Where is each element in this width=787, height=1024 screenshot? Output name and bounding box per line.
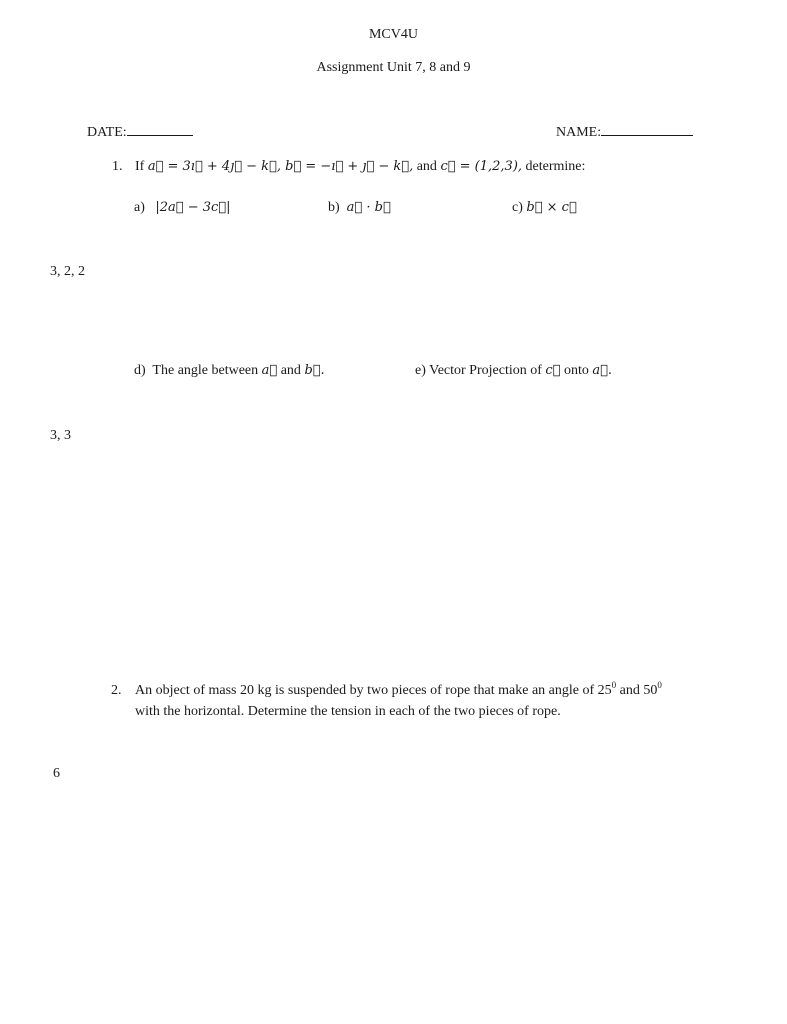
date-field[interactable] [87,123,193,141]
name-field[interactable] [556,123,693,141]
part-c-label: c) [512,200,523,215]
q1-stem-and: and [416,159,437,174]
part-d-text: The angle between [152,363,259,378]
part-b-label: b) [328,200,340,215]
marks-q2: 6 [53,766,60,781]
part-c-expr: b⃗ × c⃗ [526,200,577,215]
part-e [415,363,612,379]
part-b [328,200,391,216]
q2-degree-1: 0 [611,680,617,690]
question-2-line-2: with the horizontal. Determine the tension in each of the two pieces of rope. [135,704,561,719]
marks-abc: 3, 2, 2 [50,264,85,279]
date-label: DATE: [87,125,127,140]
part-d-label: d) [134,363,146,378]
part-e-a: a⃗. [592,363,613,378]
q2-line1-text: An object of mass 20 kg is suspended by two pieces of rope that make an angle of 25 [135,683,612,698]
question-2-number: 2. [111,683,122,698]
part-e-text: Vector Projection of [429,363,542,378]
q2-degree-2: 0 [657,680,662,690]
q1-stem-math: a⃗ = 3ı⃗ + 4ȷ⃗ − k⃗, b⃗ = −ı⃗ + ȷ⃗ − k⃗, [147,159,414,174]
question-1-stem [135,159,585,175]
part-e-c: c⃗ [545,363,561,378]
q2-line1-and: and 50 [619,683,658,698]
name-label: NAME: [556,125,602,140]
part-e-onto: onto [563,363,589,378]
part-a-label: a) [134,200,145,215]
part-d-a: a⃗ [261,363,278,378]
part-a [134,200,230,216]
date-blank[interactable] [127,123,193,136]
q1-stem-suffix: determine: [525,159,586,174]
q1-stem-c: c⃗ = (1,2,3), [440,159,523,174]
part-e-label: e) [415,363,426,378]
question-1-number: 1. [112,159,123,174]
part-c [512,200,577,216]
part-d-b: b⃗. [304,363,325,378]
part-b-expr: a⃗ · b⃗ [346,200,391,215]
part-d [134,363,325,379]
course-code: MCV4U [368,27,418,42]
question-2-line-1 [135,680,662,699]
q1-stem-prefix: If [135,159,145,174]
name-blank[interactable] [601,123,693,136]
part-d-and: and [280,363,301,378]
part-a-expr: |2a⃗ − 3c⃗| [155,200,231,215]
assignment-title: Assignment Unit 7, 8 and 9 [316,60,471,75]
marks-de: 3, 3 [50,428,71,443]
